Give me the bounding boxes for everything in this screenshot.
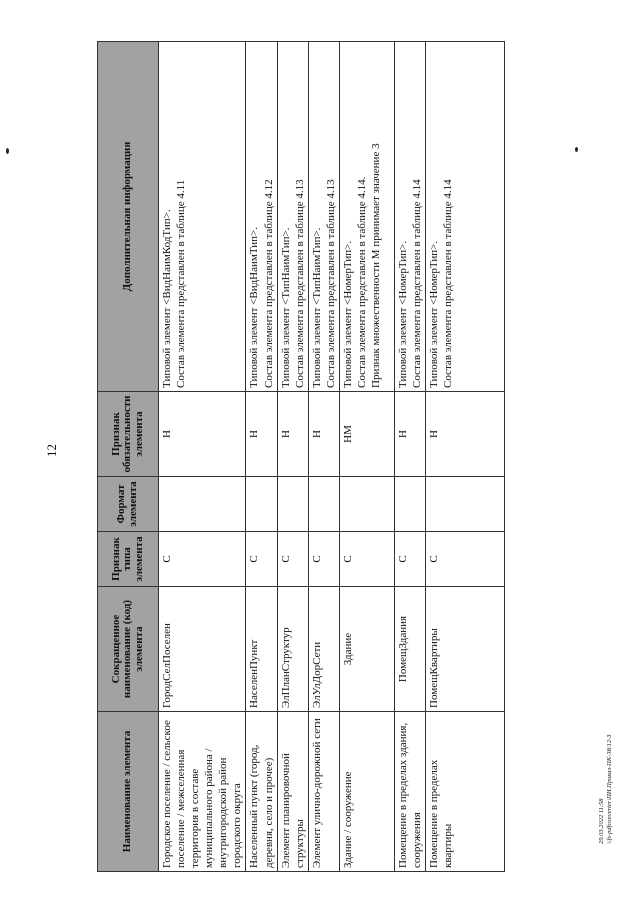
cell-element-name: Населенный пункт (город, деревня, село и прочее) — [246, 712, 277, 872]
cell-element-code: ПомещЗдания — [394, 587, 425, 712]
cell-element-type: С — [308, 532, 339, 587]
page-number: 12 — [44, 444, 59, 457]
cell-element-required: Н — [246, 392, 277, 477]
scan-speck — [6, 148, 9, 154]
cell-additional-info — [246, 42, 277, 392]
cell-element-type: С — [339, 532, 394, 587]
info-line: Состав элемента представлен в таблице 4.13 — [293, 179, 306, 388]
table-header-row — [98, 42, 159, 872]
cell-element-format — [308, 477, 339, 532]
cell-additional-info — [426, 42, 505, 392]
header-element-code: Сокращенное наименование (код) элемента — [98, 587, 159, 712]
info-line: Состав элемента представлен в таблице 4.13 — [324, 179, 337, 388]
cell-element-type: С — [246, 532, 277, 587]
cell-element-name: Городское поселение / сельское поселение / межселенная территория в составе муниципального района / внутригородской район городского округа — [159, 712, 246, 872]
cell-element-required: Н — [159, 392, 246, 477]
info-line: Типовой элемент <ТипНаимТип>. — [279, 227, 292, 388]
info-line: Состав элемента представлен в таблице 4.12 — [262, 179, 275, 388]
table-row — [246, 42, 277, 872]
info-line: Состав элемента представлен в таблице 4.14 — [442, 179, 455, 388]
cell-element-name: Здание / сооружение — [339, 712, 394, 872]
info-line: Типовой элемент <ВидНаимКодТип>. — [161, 209, 173, 388]
table-row — [308, 42, 339, 872]
cell-additional-info — [339, 42, 394, 392]
cell-additional-info — [277, 42, 308, 392]
table-row — [277, 42, 308, 872]
scan-speck — [575, 147, 578, 152]
cell-additional-info — [159, 42, 246, 392]
cell-element-code: НаселенПункт — [246, 587, 277, 712]
info-line: Типовой элемент <ВидНаимТип>. — [248, 226, 261, 388]
cell-element-format — [426, 477, 505, 532]
table-row — [394, 42, 425, 872]
cell-element-code: ГородСелПоселен — [159, 587, 246, 712]
cell-element-format — [339, 477, 394, 532]
info-line: Типовой элемент <НомерТип>. — [341, 240, 354, 388]
cell-element-code: ПомещКвартиры — [426, 587, 505, 712]
elements-table — [97, 41, 505, 872]
footer-date: 29.03.2022 11:58 — [598, 798, 605, 844]
info-line: Типовой элемент <НомерТип>. — [396, 240, 409, 388]
cell-element-type: С — [394, 532, 425, 587]
cell-element-code: ЭлПланСтруктур — [277, 587, 308, 712]
cell-element-type: С — [426, 532, 505, 587]
cell-element-type: С — [277, 532, 308, 587]
table-row — [159, 42, 246, 872]
cell-element-type: С — [159, 532, 246, 587]
cell-element-name: Помещение в пределах квартиры — [426, 712, 505, 872]
info-line: Состав элемента представлен в таблице 4.11 — [175, 179, 188, 388]
elements-table-rotated — [97, 42, 505, 872]
cell-element-name: Элемент планировочной структуры — [277, 712, 308, 872]
info-line: Состав элемента представлен в таблице 4.14. — [356, 176, 369, 388]
cell-element-code: Здание — [339, 587, 394, 712]
header-element-required: Признак обязательности элемента — [98, 392, 159, 477]
info-line: Состав элемента представлен в таблице 4.14 — [411, 179, 424, 388]
cell-element-format — [277, 477, 308, 532]
header-element-type: Признак типа элемента — [98, 532, 159, 587]
footer-stamp — [598, 734, 614, 844]
cell-element-format — [246, 477, 277, 532]
cell-additional-info — [308, 42, 339, 392]
table-row — [339, 42, 394, 872]
cell-element-required: Н — [277, 392, 308, 477]
cell-element-format — [394, 477, 425, 532]
cell-element-required: Н — [394, 392, 425, 477]
cell-element-required: НМ — [339, 392, 394, 477]
cell-element-format — [159, 477, 246, 532]
cell-element-required: Н — [426, 392, 505, 477]
cell-additional-info — [394, 42, 425, 392]
info-line: Типовой элемент <ТипНаимТип>. — [310, 227, 323, 388]
header-element-name: Наименование элемента — [98, 712, 159, 872]
info-line: Признак множественности М принимает значение 3 — [370, 143, 383, 388]
info-line: Типовой элемент <НомерТип>. — [428, 240, 441, 388]
header-element-format: Формат элемента — [98, 477, 159, 532]
cell-element-name: Помещение в пределах здания, сооружения — [394, 712, 425, 872]
header-additional-info: Дополнительная информация — [98, 42, 159, 392]
footer-path: \\fs-pdfconverter\ПИ.Приказ-ПК-38/12-3 — [606, 734, 614, 844]
cell-element-code: ЭлУлДорСети — [308, 587, 339, 712]
cell-element-name: Элемент улично-дорожной сети — [308, 712, 339, 872]
cell-element-required: Н — [308, 392, 339, 477]
table-row — [426, 42, 505, 872]
